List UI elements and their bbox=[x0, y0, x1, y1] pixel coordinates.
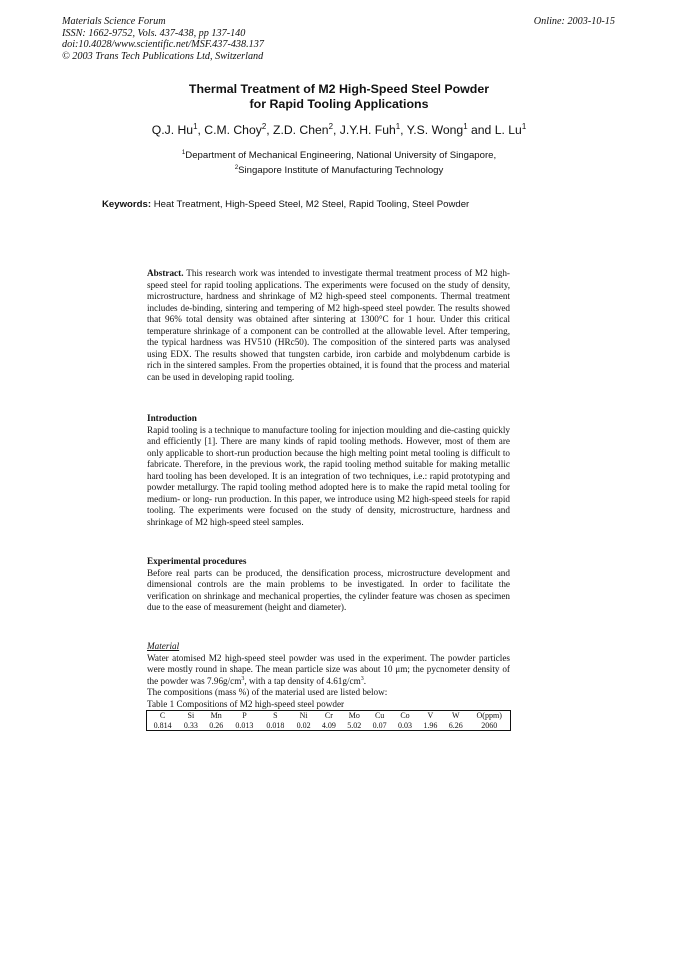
table-cell: 0.07 bbox=[372, 720, 387, 730]
table-header-cell: Co bbox=[400, 711, 410, 720]
table-cell: 1.96 bbox=[423, 720, 438, 730]
issn-line: ISSN: 1662-9752, Vols. 437-438, pp 137-140 bbox=[62, 27, 246, 39]
affiliations bbox=[0, 148, 678, 178]
author: Z.D. Chen$^2$, bbox=[273, 121, 340, 137]
material-heading: Material bbox=[147, 641, 180, 651]
table-header-cell: Si bbox=[187, 711, 195, 720]
author-affiliation-mark: 1 bbox=[521, 121, 527, 131]
author-affiliation-mark: 1 bbox=[395, 121, 401, 131]
author-name: L. Lu bbox=[494, 123, 522, 137]
author-name: C.M. Choy bbox=[204, 123, 262, 137]
table-header-cell: Mn bbox=[210, 711, 222, 720]
table-cell: 0.33 bbox=[183, 720, 198, 730]
author-affiliation-mark: 1 bbox=[193, 121, 198, 131]
publication-header bbox=[62, 16, 264, 62]
paper-title bbox=[0, 82, 678, 111]
introduction-text: Rapid tooling is a technique to manufacture tooling for injection moulding and die-casting quickly and efficiently [1]. There are many kinds of rapid tooling methods. However, most of them are only applicable to short-run production because the high melting point metal tooling is difficult to fabricate. Therefore, in the previous work, the rapid tooling method suitable for making metallic hard tooling has been developed. It is an integration of two techniques, i.e.: rapid prototyping and powder metallurgy. The rapid tooling method adopted here is to make the rapid metal tooling for medium- or long- run production. In this paper, we introduce using M2 high-speed steels for rapid tooling. The experiments were focused on the study of density, microstructure, hardness and shrinkage of M2 high-speed steel samples. bbox=[147, 424, 510, 527]
table-header-row bbox=[147, 711, 511, 721]
table-cell: 0.26 bbox=[209, 720, 224, 730]
table-header-cell: Ni bbox=[299, 711, 308, 720]
table-header-cell: C bbox=[159, 711, 166, 720]
keywords bbox=[102, 199, 469, 210]
doi-line[interactable]: doi:10.4028/www.scientific.net/MSF.437-438.137 bbox=[62, 39, 264, 51]
affiliation-2: $^2$Singapore Institute of Manufacturing Technology bbox=[234, 164, 444, 177]
material-text: Water atomised M2 high-speed steel powder was used in the experiment. The powder particles were mostly round in shape. The mean particle size was about 10 μm; the pycnometer density of the powder was $7.96g/cm^3$, with a tap density of $4.61g/cm^3$. bbox=[147, 652, 510, 686]
table-header-cell: Mo bbox=[348, 711, 360, 720]
author-name: Y.S. Wong bbox=[406, 123, 464, 137]
author: Y.S. Wong$^1$ and bbox=[406, 121, 495, 137]
author-affiliation-mark: 1 bbox=[463, 121, 468, 131]
material-section bbox=[147, 641, 510, 710]
table-cell: 5.02 bbox=[347, 720, 362, 730]
author-name: Z.D. Chen bbox=[273, 123, 329, 137]
author: J.Y.H. Fuh$^1$, bbox=[339, 121, 407, 137]
author-list bbox=[0, 123, 678, 137]
experimental-heading: Experimental procedures bbox=[147, 556, 247, 566]
journal-name: Materials Science Forum bbox=[62, 16, 166, 27]
table-cell: 0.02 bbox=[296, 720, 311, 730]
abstract-section bbox=[147, 268, 510, 383]
author-name: J.Y.H. Fuh bbox=[339, 123, 396, 137]
table-header-cell: O(ppm) bbox=[476, 711, 502, 720]
table-row bbox=[147, 721, 511, 731]
title-line-2: for Rapid Tooling Applications bbox=[249, 96, 429, 111]
experimental-section bbox=[147, 556, 510, 614]
author-affiliation-mark: 2 bbox=[328, 121, 333, 131]
table-cell: 2060 bbox=[481, 720, 498, 730]
composition-table bbox=[146, 710, 511, 731]
table-header-cell: V bbox=[427, 711, 434, 720]
affiliation-1: $^1$Department of Mechanical Engineering, National University of Singapore, bbox=[181, 148, 497, 161]
online-date: Online: 2003-10-15 bbox=[533, 16, 615, 27]
table-header-cell: S bbox=[273, 711, 278, 720]
introduction-section bbox=[147, 413, 510, 528]
author: C.M. Choy$^2$, bbox=[204, 121, 274, 137]
author-affiliation-mark: 2 bbox=[261, 121, 267, 131]
author-name: Q.J. Hu bbox=[151, 123, 194, 137]
keywords-text: Heat Treatment, High-Speed Steel, M2 Steel, Rapid Tooling, Steel Powder bbox=[153, 199, 470, 210]
experimental-text: Before real parts can be produced, the densification process, microstructure development and dimensional controls are the main problems to be investigated. In order to facilitate the verification on shrinkage and mechanical properties, the cylinder feature was chosen as specimen due to the ease of measurement (height and diameter). bbox=[147, 567, 510, 613]
table-header-cell: Cr bbox=[324, 711, 333, 720]
abstract-label: Abstract. bbox=[147, 268, 184, 278]
table-header-cell: W bbox=[451, 711, 460, 720]
material-text-composition: The compositions (mass %) of the material used are listed below: bbox=[147, 687, 388, 698]
keywords-label: Keywords: bbox=[102, 199, 152, 210]
table-header-cell: Cu bbox=[374, 711, 385, 720]
author bbox=[495, 123, 527, 137]
abstract-text: This research work was intended to investigate thermal treatment process of M2 high-speed steel for rapid tooling applications. The experiments were focused on the study of density, microstructure, hardness and shrinkage of M2 high-speed steel components. Thermal treatment includes de-binding, sintering and tempering of M2 high-speed steel powder. The results showed that 96% total density was obtained after sintering at 1300°C for 1 hour. Under this critical temperature shrinkage of a component can be controlled at the allowable level. After tempering, the typical hardness was HV510 (HRc50). The composition of the sintered parts was analysed using EDX. The results showed that tungsten carbide, iron carbide and molybdenum carbide is rich in the sintered samples. From the properties obtained, it is found that the process and material can be used in developing rapid tooling. bbox=[147, 268, 510, 382]
table-caption: Table 1 Compositions of M2 high-speed steel powder bbox=[147, 698, 345, 709]
author: Q.J. Hu$^1$, bbox=[151, 121, 205, 137]
table-cell: 6.26 bbox=[448, 720, 463, 730]
introduction-heading: Introduction bbox=[147, 413, 197, 423]
title-line-1: Thermal Treatment of M2 High-Speed Steel Powder bbox=[188, 82, 490, 96]
table-cell: 0.018 bbox=[266, 720, 285, 730]
table-cell: 0.03 bbox=[398, 720, 412, 730]
copyright-line: © 2003 Trans Tech Publications Ltd, Switzerland bbox=[62, 50, 264, 62]
table-cell: 4.09 bbox=[321, 720, 336, 730]
table-cell: 0.814 bbox=[153, 720, 172, 730]
table-cell: 0.013 bbox=[235, 720, 254, 730]
table-header-cell: P bbox=[242, 711, 247, 720]
